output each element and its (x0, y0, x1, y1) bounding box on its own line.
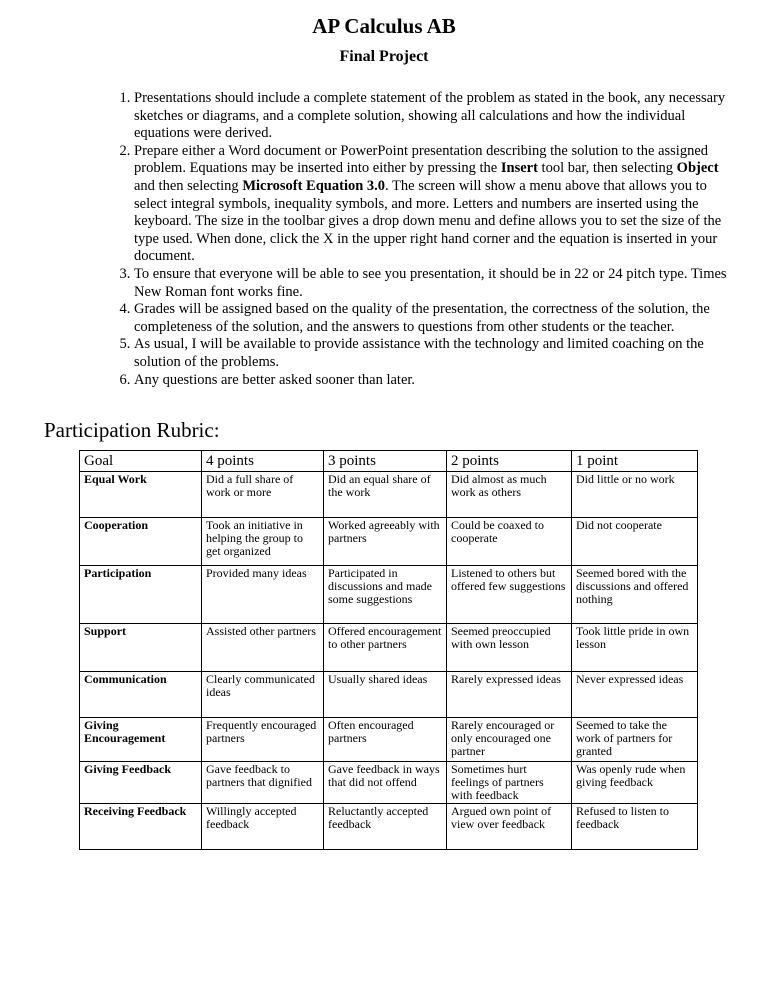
rubric-criteria-cell: Listened to others but offered few suggestions (447, 566, 572, 624)
rubric-header-row (80, 451, 698, 472)
rubric-criteria-cell: Usually shared ideas (324, 672, 447, 718)
rubric-criteria-cell: Seemed bored with the discussions and offered nothing (572, 566, 698, 624)
rubric-criteria-cell: Could be coaxed to cooperate (447, 518, 572, 566)
rubric-criteria-cell: Assisted other partners (202, 624, 324, 672)
rubric-row (80, 472, 698, 518)
instruction-text: . The screen will show a menu above that allows you to select integral symbols, inequality symbols, and more. Letters and numbers are inserted using the keyboard. The size in the toolbar gives a drop down menu and define allows you to set the size of the type used. When done, click the X in the upper right hand corner and the equation is inserted in your document. (134, 177, 722, 265)
rubric-criteria-cell: Did not cooperate (572, 518, 698, 566)
instruction-text: Prepare either a Word document or PowerPoint presentation describing the solution to the assigned problem. Equations may be inserted into either by pressing the (134, 142, 709, 177)
rubric-criteria-cell: Did a full share of work or more (202, 472, 324, 518)
rubric-goal-cell: Equal Work (80, 472, 202, 518)
rubric-criteria-cell: Offered encouragement to other partners (324, 624, 447, 672)
rubric-criteria-cell: Did little or no work (572, 472, 698, 518)
instruction-item (134, 266, 734, 301)
instruction-text: To ensure that everyone will be able to see you presentation, it should be in 22 or 24 pitch type. Times New Roman font works fine. (134, 265, 727, 300)
instruction-text: Grades will be assigned based on the quality of the presentation, the correctness of the solution, the completeness of the solution, and the answers to questions from other students or the teacher. (134, 301, 710, 335)
rubric-goal-cell: Giving Encouragement (80, 718, 202, 762)
rubric-criteria-cell: Participated in discussions and made some suggestions (324, 566, 447, 624)
rubric-row (80, 672, 698, 718)
rubric-row (80, 803, 698, 849)
rubric-row (80, 718, 698, 762)
rubric-goal-cell: Communication (80, 672, 202, 718)
header-2-points: 2 points (447, 451, 572, 472)
rubric-heading: Participation Rubric: (44, 418, 220, 442)
instruction-emphasis: Insert (500, 160, 538, 177)
rubric-criteria-cell: Took an initiative in helping the group to get organized (202, 518, 324, 566)
rubric-criteria-cell: Provided many ideas (202, 566, 324, 624)
rubric-criteria-cell: Frequently encouraged partners (202, 718, 324, 762)
header-goal: Goal (80, 451, 202, 472)
instruction-item (134, 336, 734, 371)
rubric-criteria-cell: Was openly rude when giving feedback (572, 762, 698, 804)
rubric-criteria-cell: Sometimes hurt feelings of partners with feedback (447, 762, 572, 804)
page-title: AP Calculus AB (312, 14, 456, 38)
rubric-goal-cell: Support (80, 624, 202, 672)
rubric-criteria-cell: Did an equal share of the work (324, 472, 447, 518)
rubric-criteria-cell: Gave feedback to partners that dignified (202, 762, 324, 804)
rubric-row (80, 518, 698, 566)
rubric-criteria-cell: Seemed to take the work of partners for granted (572, 718, 698, 762)
rubric-criteria-cell: Rarely encouraged or only encouraged one partner (447, 718, 572, 762)
instruction-text: and then selecting (134, 177, 243, 194)
rubric-criteria-cell: Rarely expressed ideas (447, 672, 572, 718)
rubric-criteria-cell: Seemed preoccupied with own lesson (447, 624, 572, 672)
rubric-goal-cell: Receiving Feedback (80, 803, 202, 849)
instruction-text: Presentations should include a complete statement of the problem as stated in the book, any necessary sketches or diagrams, and a complete solution, showing all calculations and how the individual equations were derived. (134, 90, 726, 142)
header-3-points: 3 points (324, 451, 447, 472)
instruction-item (134, 143, 734, 266)
instruction-item (134, 90, 734, 143)
participation-rubric-table (79, 450, 698, 850)
instruction-text: tool bar, then selecting (537, 160, 677, 177)
instruction-item (134, 301, 734, 336)
rubric-body (80, 472, 698, 850)
instructions-list (97, 90, 734, 389)
rubric-goal-cell: Giving Feedback (80, 762, 202, 804)
rubric-criteria-cell: Never expressed ideas (572, 672, 698, 718)
instruction-text: Any questions are better asked sooner than later. (134, 371, 416, 388)
rubric-goal-cell: Participation (80, 566, 202, 624)
instruction-emphasis: Object (676, 160, 719, 177)
instruction-emphasis: Microsoft Equation 3.0 (242, 177, 386, 194)
rubric-criteria-cell: Willingly accepted feedback (202, 803, 324, 849)
rubric-criteria-cell: Refused to listen to feedback (572, 803, 698, 849)
rubric-criteria-cell: Often encouraged partners (324, 718, 447, 762)
rubric-criteria-cell: Clearly communicated ideas (202, 672, 324, 718)
instruction-item (134, 372, 734, 390)
rubric-criteria-cell: Took little pride in own lesson (572, 624, 698, 672)
header-4-points: 4 points (202, 451, 324, 472)
instruction-text: As usual, I will be available to provide assistance with the technology and limited coaching on the solution of the problems. (134, 336, 704, 370)
header-1-point: 1 point (572, 451, 698, 472)
rubric-criteria-cell: Argued own point of view over feedback (447, 803, 572, 849)
rubric-goal-cell: Cooperation (80, 518, 202, 566)
rubric-row (80, 762, 698, 804)
rubric-row (80, 624, 698, 672)
page-subtitle: Final Project (339, 48, 429, 65)
rubric-criteria-cell: Did almost as much work as others (447, 472, 572, 518)
rubric-criteria-cell: Gave feedback in ways that did not offend (324, 762, 447, 804)
rubric-row (80, 566, 698, 624)
rubric-criteria-cell: Reluctantly accepted feedback (324, 803, 447, 849)
rubric-criteria-cell: Worked agreeably with partners (324, 518, 447, 566)
